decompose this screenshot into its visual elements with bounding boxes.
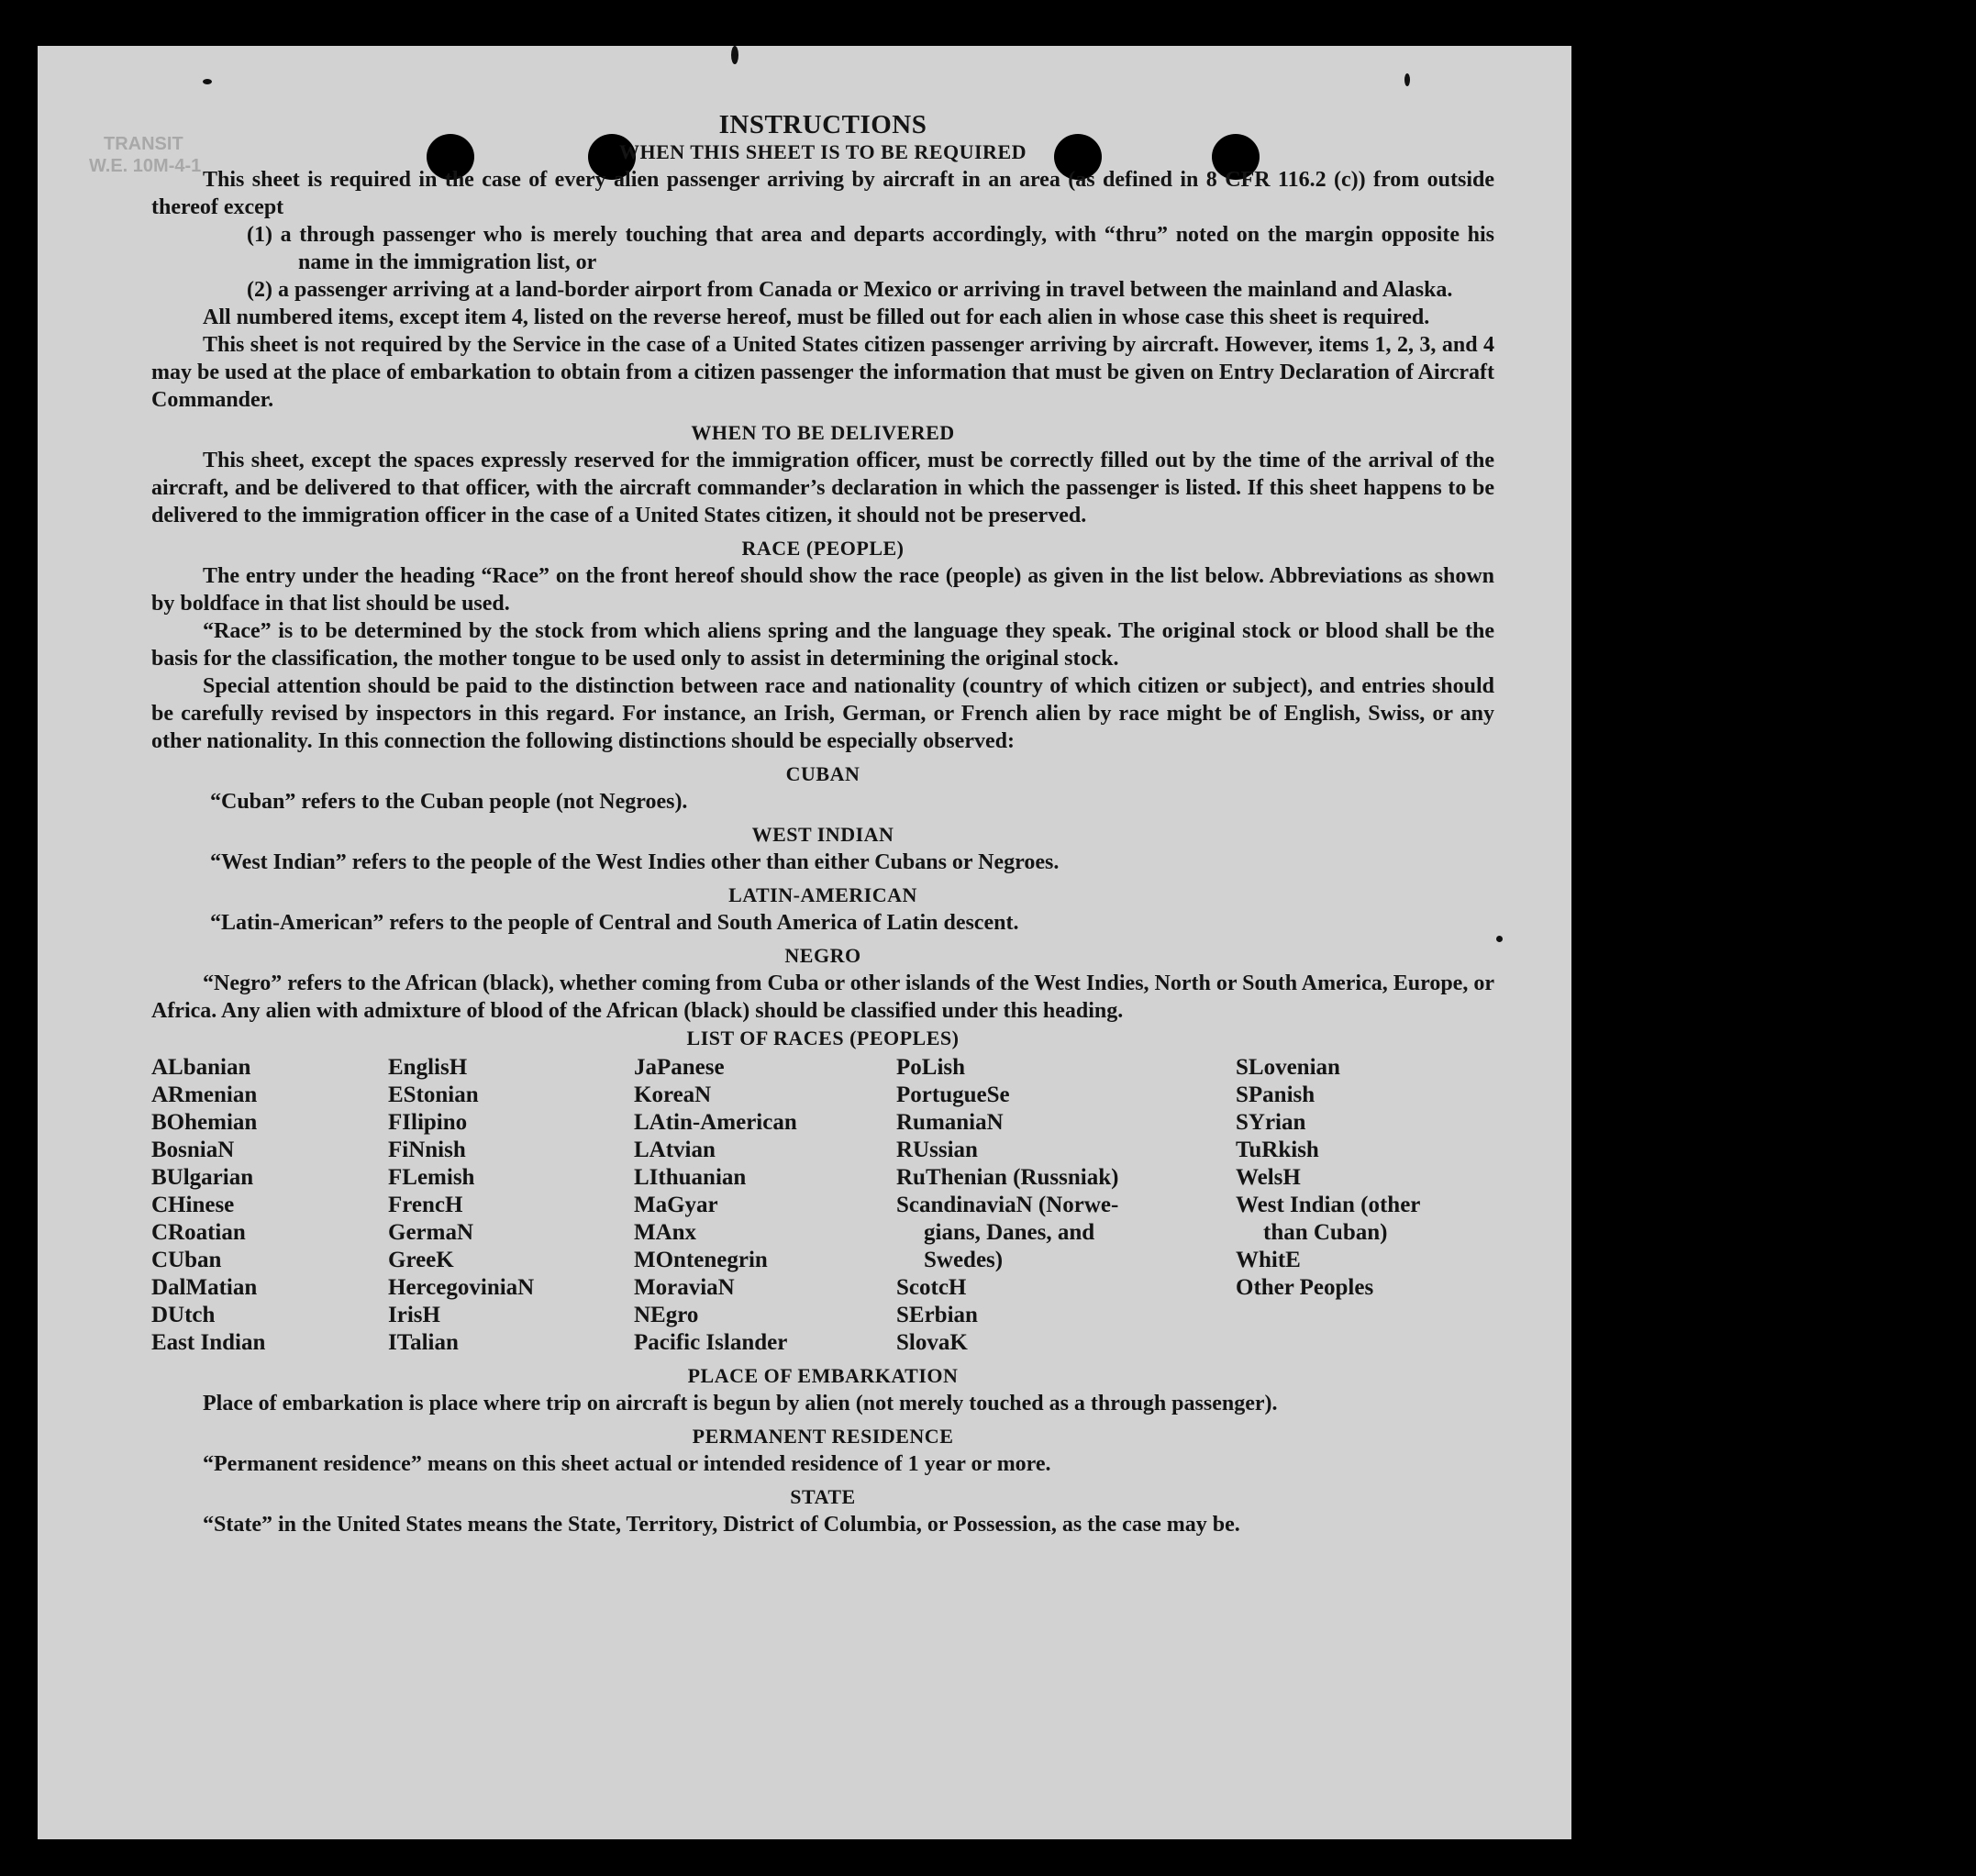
distinction-text: “West Indian” refers to the people of the West Indies other than either Cubans or Negroes. (210, 850, 1060, 874)
race-entry: SLovenian (1236, 1055, 1340, 1080)
section-heading: PERMANENT RESIDENCE (692, 1425, 954, 1448)
race-entry: SYrian (1236, 1110, 1306, 1135)
race-entry: ITalian (388, 1330, 459, 1355)
race-entry: EStonian (388, 1082, 479, 1107)
race-entry: RuThenian (Russniak) (896, 1165, 1119, 1190)
race-entry: GreeK (388, 1248, 454, 1272)
distinction-heading: NEGRO (784, 944, 861, 967)
distinction-heading: CUBAN (785, 762, 860, 785)
races-column-2 (388, 1054, 634, 1357)
paragraph: “Race” is to be determined by the stock from which aliens spring and the language they speak. The original stock or blood shall be the basis for the classification, the mother tongue to be used only to assist in determining the original stock. (151, 619, 1494, 671)
paragraph: Place of embarkation is place where trip on aircraft is begun by alien (not merely touched as a through passenger). (203, 1392, 1278, 1415)
race-entry: MoraviaN (634, 1275, 735, 1300)
race-entry: Pacific Islander (634, 1330, 788, 1355)
distinction-text: “Negro” refers to the African (black), whether coming from Cuba or other islands of the West Indies, North or South America, Europe, or Africa. Any alien with admixture of blood of the African (black) should be classified under this heading. (151, 971, 1494, 1023)
race-entry: WhitE (1236, 1248, 1301, 1272)
race-entry: SlovaK (896, 1330, 968, 1355)
race-entry: PortugueSe (896, 1082, 1010, 1107)
race-entry: gians, Danes, and (924, 1220, 1095, 1245)
race-entry: LAtvian (634, 1138, 716, 1162)
race-entry: Other Peoples (1236, 1275, 1374, 1300)
paragraph: “State” in the United States means the State, Territory, District of Columbia, or Possession, as the case may be. (203, 1513, 1240, 1537)
race-entry: SPanish (1236, 1082, 1315, 1107)
race-entry: LIthuanian (634, 1165, 747, 1190)
paragraph: All numbered items, except item 4, listed on the reverse hereof, must be filled out for each alien in whose case this sheet is required. (203, 305, 1430, 329)
page-title: INSTRUCTIONS (718, 110, 927, 139)
race-entry: IrisH (388, 1303, 440, 1327)
race-entry: CUban (151, 1248, 222, 1272)
races-column-3 (634, 1054, 896, 1357)
document-sheet (38, 46, 1571, 1839)
ink-speck (203, 79, 212, 84)
paragraph: This sheet, except the spaces expressly reserved for the immigration officer, must be correctly filled out by the time of the arrival of the aircraft, and be delivered to that officer, with the aircraft commander’s declaration in which the passenger is listed. If this sheet happens to be delivered to the immigration officer in the case of a United States citizen, it should not be preserved. (151, 449, 1494, 527)
race-entry: WelsH (1236, 1165, 1301, 1190)
list-item: (1) a through passenger who is merely touching that area and departs accordingly, with “thru” noted on the margin opposite his name in the immigration list, or (247, 223, 1494, 274)
distinction-heading: WEST INDIAN (751, 823, 894, 846)
race-entry: RUssian (896, 1138, 978, 1162)
ink-speck (1404, 73, 1410, 86)
ink-speck (731, 46, 738, 64)
paragraph: The entry under the heading “Race” on the front hereof should show the race (people) as given in the list below. Abbreviations as shown by boldface in that list should be used. (151, 564, 1494, 616)
distinction-heading: LATIN-AMERICAN (728, 883, 917, 906)
race-entry: MaGyar (634, 1193, 718, 1217)
race-entry: BOhemian (151, 1110, 258, 1135)
race-entry: FrencH (388, 1193, 463, 1217)
paragraph: This sheet is not required by the Service in the case of a United States citizen passenger arriving by aircraft. However, items 1, 2, 3, and 4 may be used at the place of embarkation to obtain from a citizen passenger the information that must be given on Entry Declaration of Aircraft Commander. (151, 333, 1494, 412)
paragraph: “Permanent residence” means on this sheet actual or intended residence of 1 year or more. (203, 1452, 1051, 1476)
section-heading: STATE (790, 1485, 856, 1508)
race-entry: FLemish (388, 1165, 475, 1190)
race-entry: ALbanian (151, 1055, 251, 1080)
race-entry: ScandinaviaN (Norwe- (896, 1193, 1119, 1217)
race-entry: SErbian (896, 1303, 978, 1327)
race-entry: DUtch (151, 1303, 216, 1327)
races-heading: LIST OF RACES (PEOPLES) (686, 1027, 960, 1049)
race-entry: West Indian (other (1236, 1193, 1421, 1217)
races-column-1 (151, 1054, 388, 1357)
race-entry: EnglisH (388, 1055, 468, 1080)
bleed-through-stamp: TRANSIT (104, 134, 183, 154)
paragraph: Special attention should be paid to the distinction between race and nationality (country of which citizen or subject), and entries should be carefully revised by inspectors in this regard. For instance, an Irish, German, or French alien by race might be of English, Swiss, or any other nationality. In this connection the following distinctions should be especially observed: (151, 674, 1494, 753)
race-entry: FIlipino (388, 1110, 468, 1135)
race-entry: ARmenian (151, 1082, 258, 1107)
bleed-through-stamp: W.E. 10M-4-1 (89, 156, 202, 176)
race-entry: CHinese (151, 1193, 235, 1217)
section-heading: WHEN TO BE DELIVERED (691, 421, 955, 444)
race-entry: HercegoviniaN (388, 1275, 535, 1300)
list-item: (2) a passenger arriving at a land-border airport from Canada or Mexico or arriving in travel between the mainland and Alaska. (247, 278, 1453, 302)
races-column-4 (896, 1054, 1236, 1357)
race-entry: DalMatian (151, 1275, 258, 1300)
paragraph: This sheet is required in the case of every alien passenger arriving by aircraft in an area (as defined in 8 CFR 116.2 (c)) from outside thereof except (151, 168, 1494, 219)
races-table (151, 1054, 1494, 1357)
race-entry: NEgro (634, 1303, 699, 1327)
race-entry: PoLish (896, 1055, 966, 1080)
race-entry: than Cuban) (1263, 1220, 1388, 1245)
section-heading: WHEN THIS SHEET IS TO BE REQUIRED (618, 140, 1027, 163)
race-entry: FiNnish (388, 1138, 466, 1162)
race-entry: RumaniaN (896, 1110, 1004, 1135)
race-entry: MOntenegrin (634, 1248, 768, 1272)
section-heading: RACE (PEOPLE) (741, 537, 905, 560)
race-entry: LAtin-American (634, 1110, 797, 1135)
race-entry: BUlgarian (151, 1165, 254, 1190)
race-entry: JaPanese (634, 1055, 725, 1080)
races-column-5 (1236, 1054, 1474, 1357)
section-heading: PLACE OF EMBARKATION (687, 1364, 959, 1387)
distinction-text: “Latin-American” refers to the people of Central and South America of Latin descent. (210, 911, 1019, 935)
race-entry: East Indian (151, 1330, 266, 1355)
race-entry: GermaN (388, 1220, 474, 1245)
race-entry: ScotcH (896, 1275, 967, 1300)
race-entry: CRoatian (151, 1220, 246, 1245)
race-entry: BosniaN (151, 1138, 235, 1162)
race-entry: MAnx (634, 1220, 697, 1245)
race-entry: KoreaN (634, 1082, 712, 1107)
instructions-body (151, 110, 1494, 1538)
distinction-text: “Cuban” refers to the Cuban people (not Negroes). (210, 790, 688, 814)
race-entry: Swedes) (924, 1248, 1004, 1272)
race-entry: TuRkish (1236, 1138, 1319, 1162)
ink-speck (1496, 936, 1503, 942)
